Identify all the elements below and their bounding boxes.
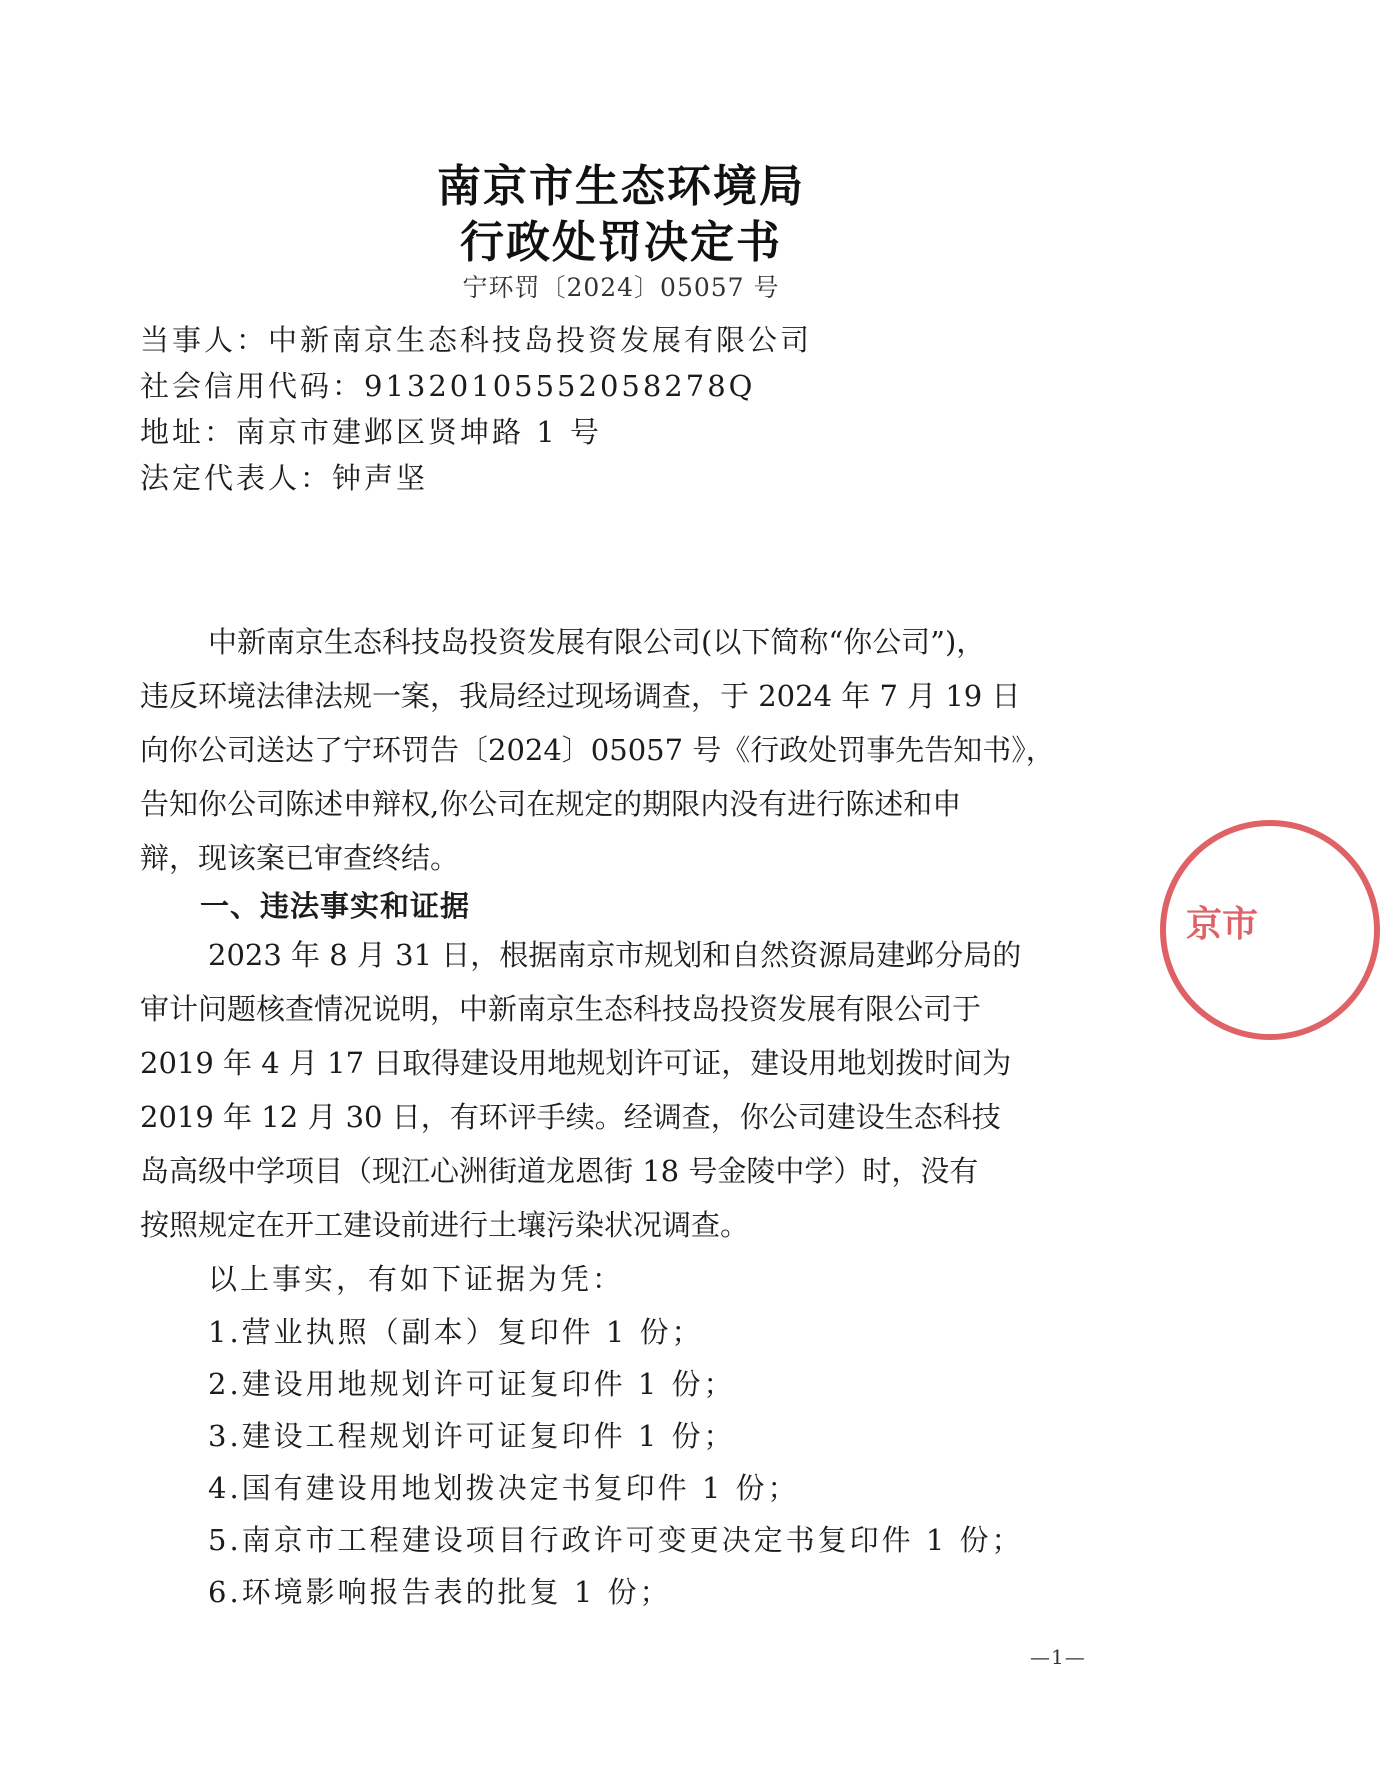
document-title-type: 行政处罚决定书 — [460, 217, 782, 268]
party-name: 当事人：中新南京生态科技岛投资发展有限公司 — [140, 323, 813, 357]
page-number: —1— — [1030, 1645, 1086, 1669]
intro-line: 向你公司送达了宁环罚告〔2024〕05057 号《行政处罚事先告知书》， — [140, 733, 1055, 767]
seal-text: 京市 — [1186, 904, 1259, 945]
facts-line: 2019 年 12 月 30 日，有环评手续。经调查，你公司建设生态科技 — [140, 1100, 1001, 1134]
party-address: 地址：南京市建邺区贤坤路 1 号 — [140, 415, 602, 449]
party-credit-code: 社会信用代码：91320105552058278Q — [140, 369, 756, 403]
official-seal — [1160, 820, 1380, 1040]
section-heading-facts: 一、违法事实和证据 — [200, 889, 471, 923]
facts-line: 审计问题核查情况说明，中新南京生态科技岛投资发展有限公司于 — [140, 992, 982, 1026]
evidence-item: 3.建设工程规划许可证复印件 1 份； — [208, 1419, 736, 1453]
intro-line: 违反环境法律法规一案，我局经过现场调查，于 2024 年 7 月 19 日 — [140, 679, 1021, 713]
intro-line: 告知你公司陈述申辩权,你公司在规定的期限内没有进行陈述和申 — [140, 787, 962, 821]
evidence-item: 1.营业执照（副本）复印件 1 份； — [208, 1315, 704, 1349]
facts-line: 2019 年 4 月 17 日取得建设用地规划许可证，建设用地划拨时间为 — [140, 1046, 1012, 1080]
intro-line: 辩，现该案已审查终结。 — [140, 841, 460, 875]
intro-line: 中新南京生态科技岛投资发展有限公司(以下简称“你公司”)， — [208, 625, 986, 659]
evidence-item: 6.环境影响报告表的批复 1 份； — [208, 1575, 672, 1609]
facts-line: 2023 年 8 月 31 日，根据南京市规划和自然资源局建邺分局的 — [208, 938, 1022, 972]
evidence-item: 2.建设用地规划许可证复印件 1 份； — [208, 1367, 736, 1401]
evidence-item: 5.南京市工程建设项目行政许可变更决定书复印件 1 份； — [208, 1523, 1024, 1557]
evidence-intro: 以上事实，有如下证据为凭： — [208, 1262, 625, 1296]
evidence-item: 4.国有建设用地划拨决定书复印件 1 份； — [208, 1471, 800, 1505]
document-number: 宁环罚〔2024〕05057 号 — [462, 273, 780, 302]
facts-line: 岛高级中学项目（现江心洲街道龙恩街 18 号金陵中学）时，没有 — [140, 1154, 979, 1188]
document-title-agency: 南京市生态环境局 — [437, 161, 805, 212]
facts-line: 按照规定在开工建设前进行土壤污染状况调查。 — [140, 1208, 750, 1242]
party-legal-representative: 法定代表人：钟声坚 — [140, 461, 429, 495]
